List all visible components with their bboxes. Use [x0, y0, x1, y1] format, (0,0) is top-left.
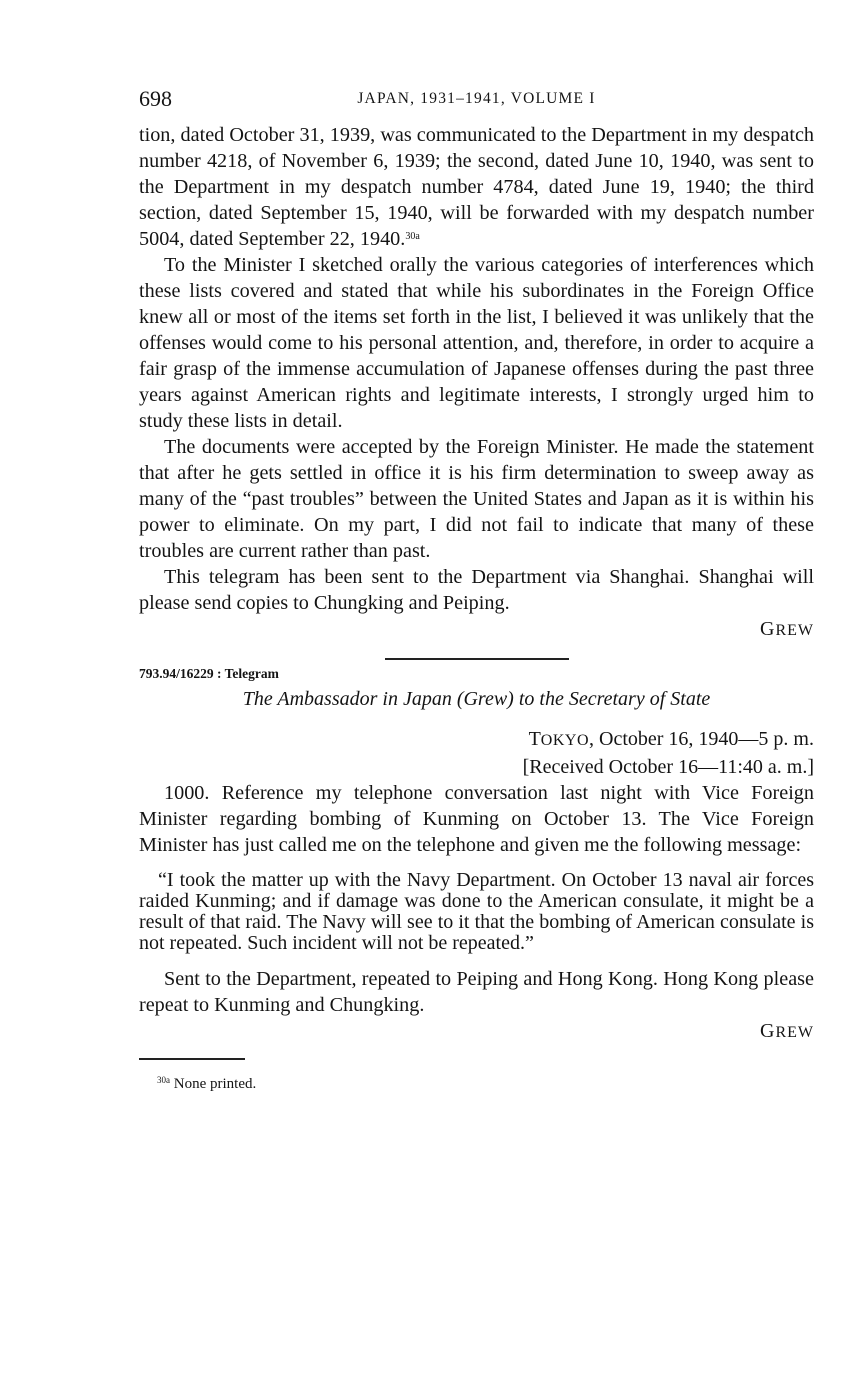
dateline — [139, 726, 814, 754]
section-divider — [385, 658, 569, 660]
paragraph-documents: The documents were accepted by the Foreign Minister. He made the statement that after he gets settled in office it is his firm determination to sweep away as many of the “past troubles” between the United States and Japan as it is within his power to eliminate. On my part, I did not fail to indicate that many of these troubles are current rather than past. — [139, 436, 814, 562]
footnote-rule — [139, 1058, 245, 1060]
quoted-message: “I took the matter up with the Navy Department. On October 13 naval air forces raided Kunming; and if damage was done to the American consulate, it might be a result of that raid. The Navy will see to it that the bombing of American consulate is not repeated. Such incident will not be repeated.” — [139, 869, 814, 954]
place-initial: T — [528, 728, 541, 750]
paragraph-continued-text: tion, dated October 31, 1939, was communicated to the Department in my despatch number 4218, of November 6, 1939; the second, dated June 10, 1940, was sent to the Department in my despatch number 4784, dated June 19, 1940; the third section, dated September 15, 1940, will be forwarded with my despatch number 5004, dated September 22, 1940. — [139, 124, 814, 250]
running-head: JAPAN, 1931–1941, VOLUME I — [357, 90, 596, 107]
file-number: 793.94/16229 : Telegram — [139, 666, 279, 681]
paragraph-continued — [139, 122, 814, 252]
footnote-reference: 30a — [405, 231, 420, 242]
document-page — [139, 86, 814, 1093]
signature-rest: REW — [775, 622, 814, 639]
signature-grew-1 — [139, 616, 814, 644]
footnote — [157, 1076, 814, 1093]
paragraph-minister: To the Minister I sketched orally the various categories of interferences which these lists covered and stated that while his subordinates in the Foreign Office knew all or most of the items set forth in the list, I believed it was unlikely that the offenses would come to his personal attention, and, therefore, in order to acquire a fair grasp of the immense accumulation of Japanese offenses during the past three years against American rights and legitimate interests, I strongly urged him to study these lists in detail. — [139, 254, 814, 432]
paragraph-telegram-routing: This telegram has been sent to the Department via Shanghai. Shanghai will please send copies to Chungking and Peiping. — [139, 566, 814, 614]
received-line: [Received October 16—11:40 a. m.] — [522, 756, 814, 778]
signature-initial: G — [760, 1020, 776, 1042]
place-rest: OKYO — [540, 732, 590, 749]
date-text: , October 16, 1940—5 p. m. — [589, 728, 814, 750]
footnote-text: None printed. — [173, 1076, 257, 1092]
page-number: 698 — [139, 86, 172, 111]
document-title: The Ambassador in Japan (Grew) to the Secretary of State — [242, 688, 711, 710]
footnote-marker: 30a — [157, 1075, 170, 1085]
signature-grew-2 — [139, 1018, 814, 1046]
signature-initial: G — [760, 618, 776, 640]
paragraph-sent: Sent to the Department, repeated to Peiping and Hong Kong. Hong Kong please repeat to Kunming and Chungking. — [139, 968, 814, 1016]
signature-rest: REW — [775, 1024, 814, 1041]
page-header — [139, 86, 814, 122]
paragraph-1000: 1000. Reference my telephone conversation last night with Vice Foreign Minister regarding bombing of Kunming on October 13. The Vice Foreign Minister has just called me on the telephone and given me the following message: — [139, 782, 814, 856]
